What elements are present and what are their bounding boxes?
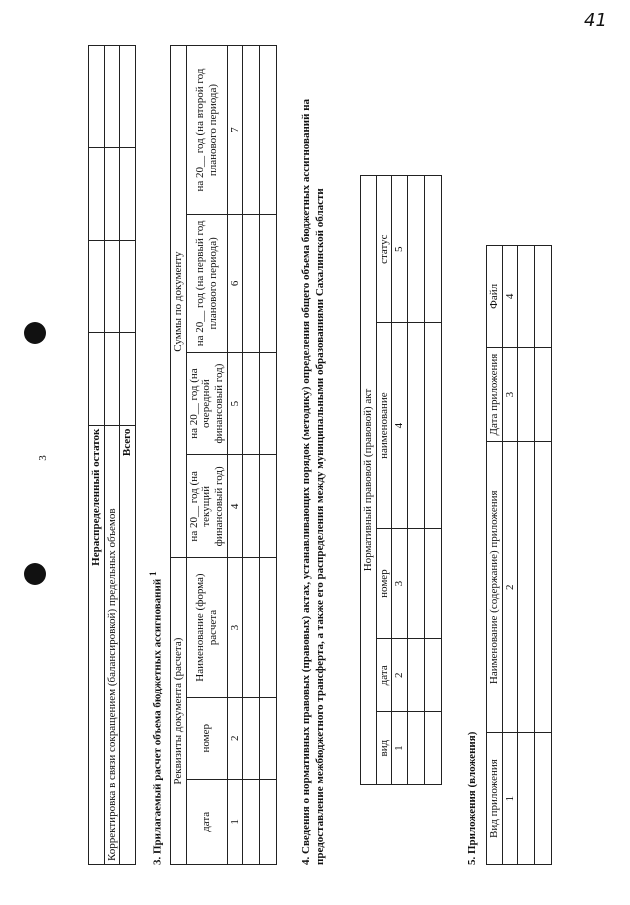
handwritten-sheet-number: 41 xyxy=(584,10,607,31)
normative-act-group: Нормативный правовой (правовой) акт xyxy=(361,176,377,785)
col-number: номер xyxy=(186,697,227,779)
col-next-year: на 20__ год (на очередной финансовый год) xyxy=(186,352,227,455)
calculation-table: Реквизиты документа (расчета) Суммы по документу дата номер Наименование (форма) расчета на 20__ год (на текущий финансовый год) на 20__ год (на очередной финансовый год) на 20__ год (на первый год планового периода) на 20__ год (на второй год планового периода) 1 2 3 4 5 6 7 xyxy=(170,45,277,865)
remainder-header: Нераспределенный остаток xyxy=(89,425,105,864)
remainder-table xyxy=(88,45,136,865)
doc-sums-group: Суммы по документу xyxy=(171,46,187,558)
col-date: дата xyxy=(186,779,227,864)
col-current-year: на 20__ год (на текущий финансовый год) xyxy=(186,455,227,558)
section5-title: 5. Приложения (вложения) xyxy=(466,731,478,865)
page-number: 3 xyxy=(36,455,49,461)
section3-title: 3. Прилагаемый расчет объема бюджетных ассигнований $^1$ xyxy=(148,571,164,865)
col-calc-name: Наименование (форма) расчета xyxy=(186,558,227,698)
doc-requisites-group: Реквизиты документа (расчета) xyxy=(171,558,187,865)
col-plan-year1: на 20__ год (на первый год планового периода) xyxy=(186,215,227,353)
attachments-table: Вид приложения Наименование (содержание) приложения Дата приложения Файл 1 2 3 4 xyxy=(486,245,552,865)
normative-acts-table: Нормативный правовой (правовой) акт вид дата номер наименование статус 1 2 3 4 5 xyxy=(360,175,442,785)
col-plan-year2: на 20__ год (на второй год планового периода) xyxy=(186,46,227,215)
total-label: Всего xyxy=(120,425,136,864)
correction-row-label: Корректировка в связи сокращением (балансировкой) предельных объемов xyxy=(104,425,120,864)
section4-title: 4. Сведения о нормативных правовых (правовых) актах, устанавливающих порядок (методику) определения общего объема бюджетных ассигнований на предоставление межбюджетного трансферта, а также его распределения между муниципальными образованиями Сахалинской области xyxy=(300,98,326,865)
